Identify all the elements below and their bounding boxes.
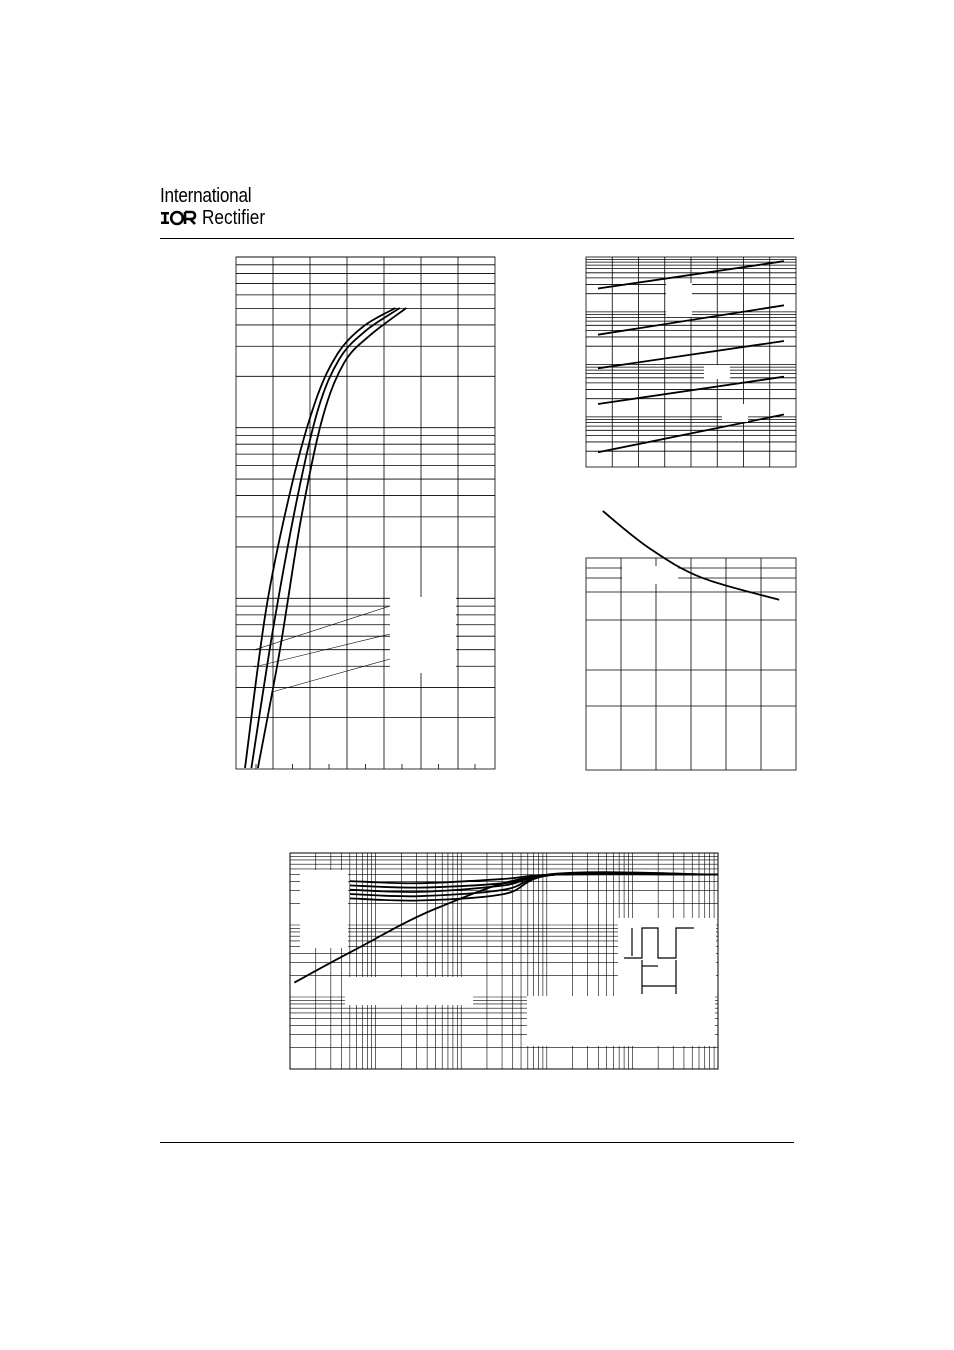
fig4-label-area-3 [527, 996, 715, 1046]
fig4-series-3 [350, 874, 718, 888]
company-name-line2: Rectifier [202, 207, 266, 229]
company-name-line1: International [160, 185, 252, 207]
fig4-label-area-4 [618, 918, 716, 996]
fig4-label-area-2 [345, 977, 473, 1005]
fig4-label-area-1 [300, 870, 348, 948]
